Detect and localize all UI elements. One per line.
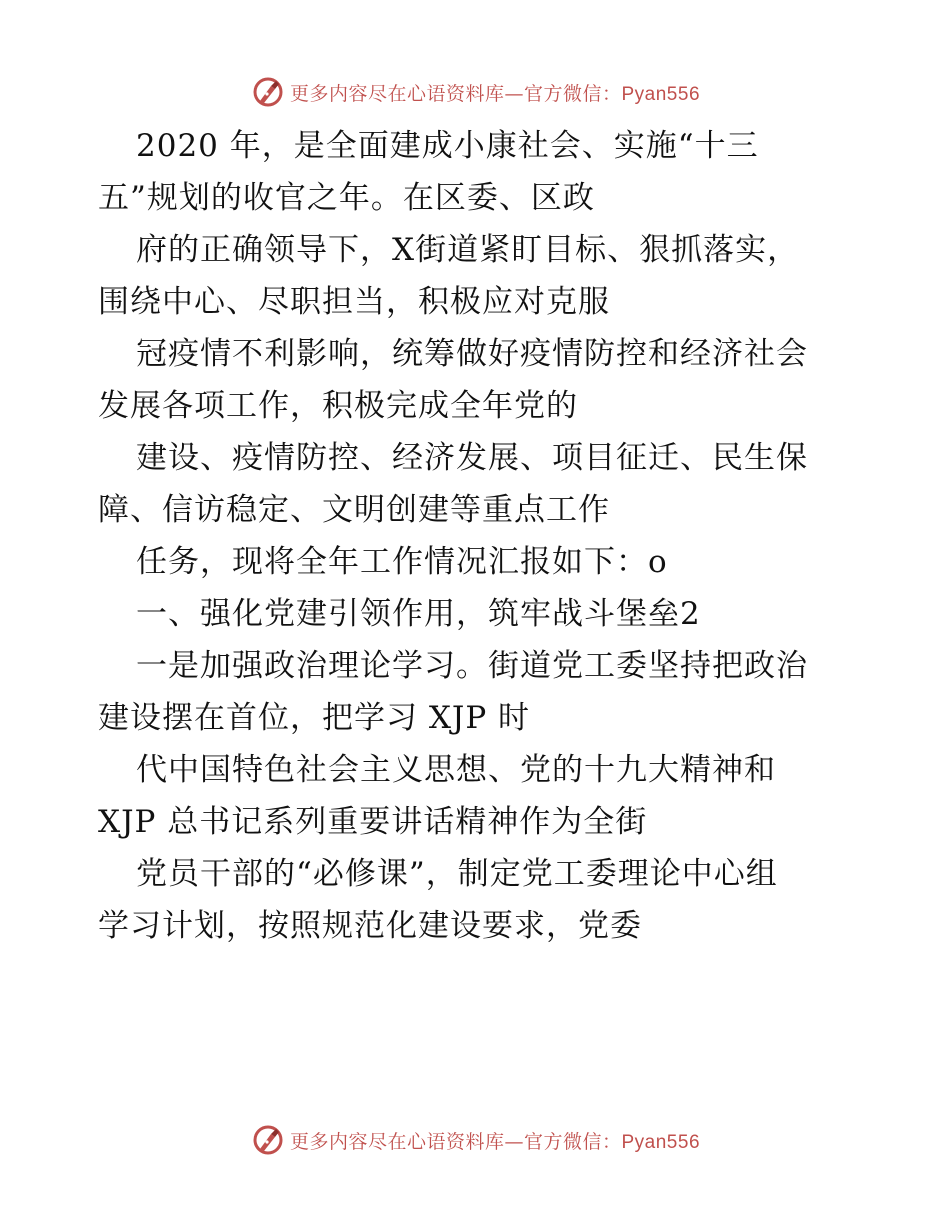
body-line: 学习计划，按照规范化建设要求，党委	[98, 908, 642, 944]
watermark-text: 更多内容尽在心语资料库—官方微信：Pyan556	[289, 1130, 701, 1153]
section-heading: 一、强化党建引领作用，筑牢战斗堡垒2	[136, 596, 701, 632]
watermark-text: 更多内容尽在心语资料库—官方微信：Pyan556	[289, 82, 701, 105]
pen-nib-logo-icon	[250, 74, 286, 110]
body-line: 代中国特色社会主义思想、党的十九大精神和	[136, 752, 776, 788]
footer-watermark	[0, 1120, 950, 1160]
body-line: 障、信访稳定、文明创建等重点工作	[98, 492, 610, 528]
body-line: XJP 总书记系列重要讲话精神作为全街	[98, 804, 648, 840]
body-line: 发展各项工作，积极完成全年党的	[98, 388, 578, 424]
document-body	[98, 120, 858, 952]
body-line: 府的正确领导下，X街道紧盯目标、狠抓落实，	[136, 232, 800, 268]
body-line: 任务，现将全年工作情况汇报如下：o	[136, 544, 668, 580]
pen-nib-logo-icon	[250, 1122, 286, 1158]
body-line: 2020 年，是全面建成小康社会、实施“十三	[136, 128, 759, 164]
body-line: 建设、疫情防控、经济发展、项目征迁、民生保	[136, 440, 808, 476]
body-line: 围绕中心、尽职担当，积极应对克服	[98, 284, 610, 320]
body-line: 五”规划的收官之年。在区委、区政	[98, 180, 595, 216]
body-line: 党员干部的“必修课”，制定党工委理论中心组	[136, 856, 778, 892]
body-line: 一是加强政治理论学习。街道党工委坚持把政治	[136, 648, 808, 684]
header-watermark	[0, 72, 950, 112]
body-line: 建设摆在首位，把学习 XJP 时	[98, 700, 531, 736]
body-line: 冠疫情不利影响，统筹做好疫情防控和经济社会	[136, 336, 808, 372]
